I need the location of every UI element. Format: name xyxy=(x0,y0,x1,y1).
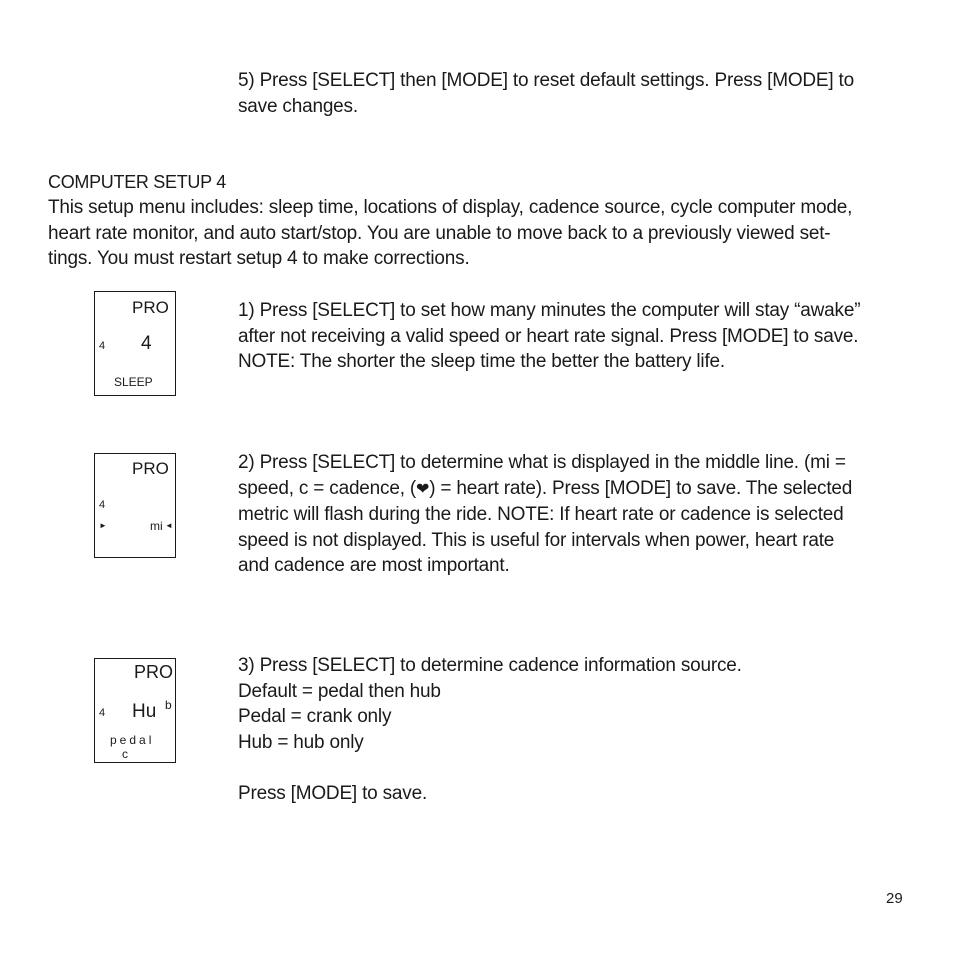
lcd-value: Hu xyxy=(132,701,157,722)
step3-text xyxy=(238,653,742,806)
lcd-brand: PRO xyxy=(134,662,174,682)
step2-line2-post: ) = heart rate). Press [MODE] to save. The selected xyxy=(429,477,853,499)
step3-line: Default = pedal then hub xyxy=(238,680,441,702)
lcd-setup-number: 4 xyxy=(99,340,106,352)
step2-text xyxy=(238,450,852,579)
step3-line: Hub = hub only xyxy=(238,731,364,753)
step5-line: 5) Press [SELECT] then [MODE] to reset default settings. Press [MODE] to xyxy=(238,70,854,91)
lcd-sub-label: c xyxy=(122,747,128,761)
step2-line: speed is not displayed. This is useful for intervals when power, heart rate xyxy=(238,529,835,551)
lcd-display-middle-line xyxy=(94,453,176,558)
lcd-setup-number: 4 xyxy=(99,707,106,719)
lcd-display-cadence xyxy=(94,658,176,763)
lcd-setup-number: 4 xyxy=(99,499,106,511)
lcd-label: SLEEP xyxy=(114,375,153,389)
step5-text xyxy=(238,68,854,119)
lcd-unit: mi xyxy=(150,519,163,533)
step1-line: NOTE: The shorter the sleep time the better the battery life. xyxy=(238,351,725,372)
step2-line: 2) Press [SELECT] to determine what is displayed in the middle line. (mi = xyxy=(238,452,846,473)
step3-line: Press [MODE] to save. xyxy=(238,782,428,804)
section-heading: COMPUTER SETUP 4 xyxy=(48,172,226,192)
lcd-brand: PRO xyxy=(132,459,169,478)
step3-line: Pedal = crank only xyxy=(238,706,392,727)
step3-line: 3) Press [SELECT] to determine cadence information source. xyxy=(238,655,742,676)
step2-line: and cadence are most important. xyxy=(238,555,510,576)
step3-line xyxy=(238,755,742,781)
lcd-brand: PRO xyxy=(132,298,169,317)
step2-line xyxy=(238,476,852,503)
lcd-display-sleep xyxy=(94,291,176,396)
step5-line: save changes. xyxy=(238,95,358,117)
lcd-value: 4 xyxy=(141,333,152,354)
left-arrow-icon: ► xyxy=(99,521,107,530)
section-intro xyxy=(48,195,852,272)
intro-line: This setup menu includes: sleep time, locations of display, cadence source, cycle computer mode, xyxy=(48,197,853,218)
step1-line: 1) Press [SELECT] to set how many minutes the computer will stay “awake” xyxy=(238,300,861,321)
step2-line2-pre: speed, c = cadence, ( xyxy=(238,477,416,499)
lcd-superscript: b xyxy=(165,698,172,712)
right-arrow-icon: ◄ xyxy=(165,521,173,530)
lcd-label: pedal xyxy=(110,733,155,747)
intro-line: heart rate monitor, and auto start/stop. You are unable to move back to a previously viewed set- xyxy=(48,222,831,244)
step2-line: metric will flash during the ride. NOTE: If heart rate or cadence is selected xyxy=(238,504,844,525)
step1-line: after not receiving a valid speed or heart rate signal. Press [MODE] to save. xyxy=(238,325,859,347)
heart-icon: ❤ xyxy=(416,480,430,498)
intro-line: tings. You must restart setup 4 to make corrections. xyxy=(48,248,470,269)
step1-text xyxy=(238,298,860,375)
page-number: 29 xyxy=(886,890,903,907)
